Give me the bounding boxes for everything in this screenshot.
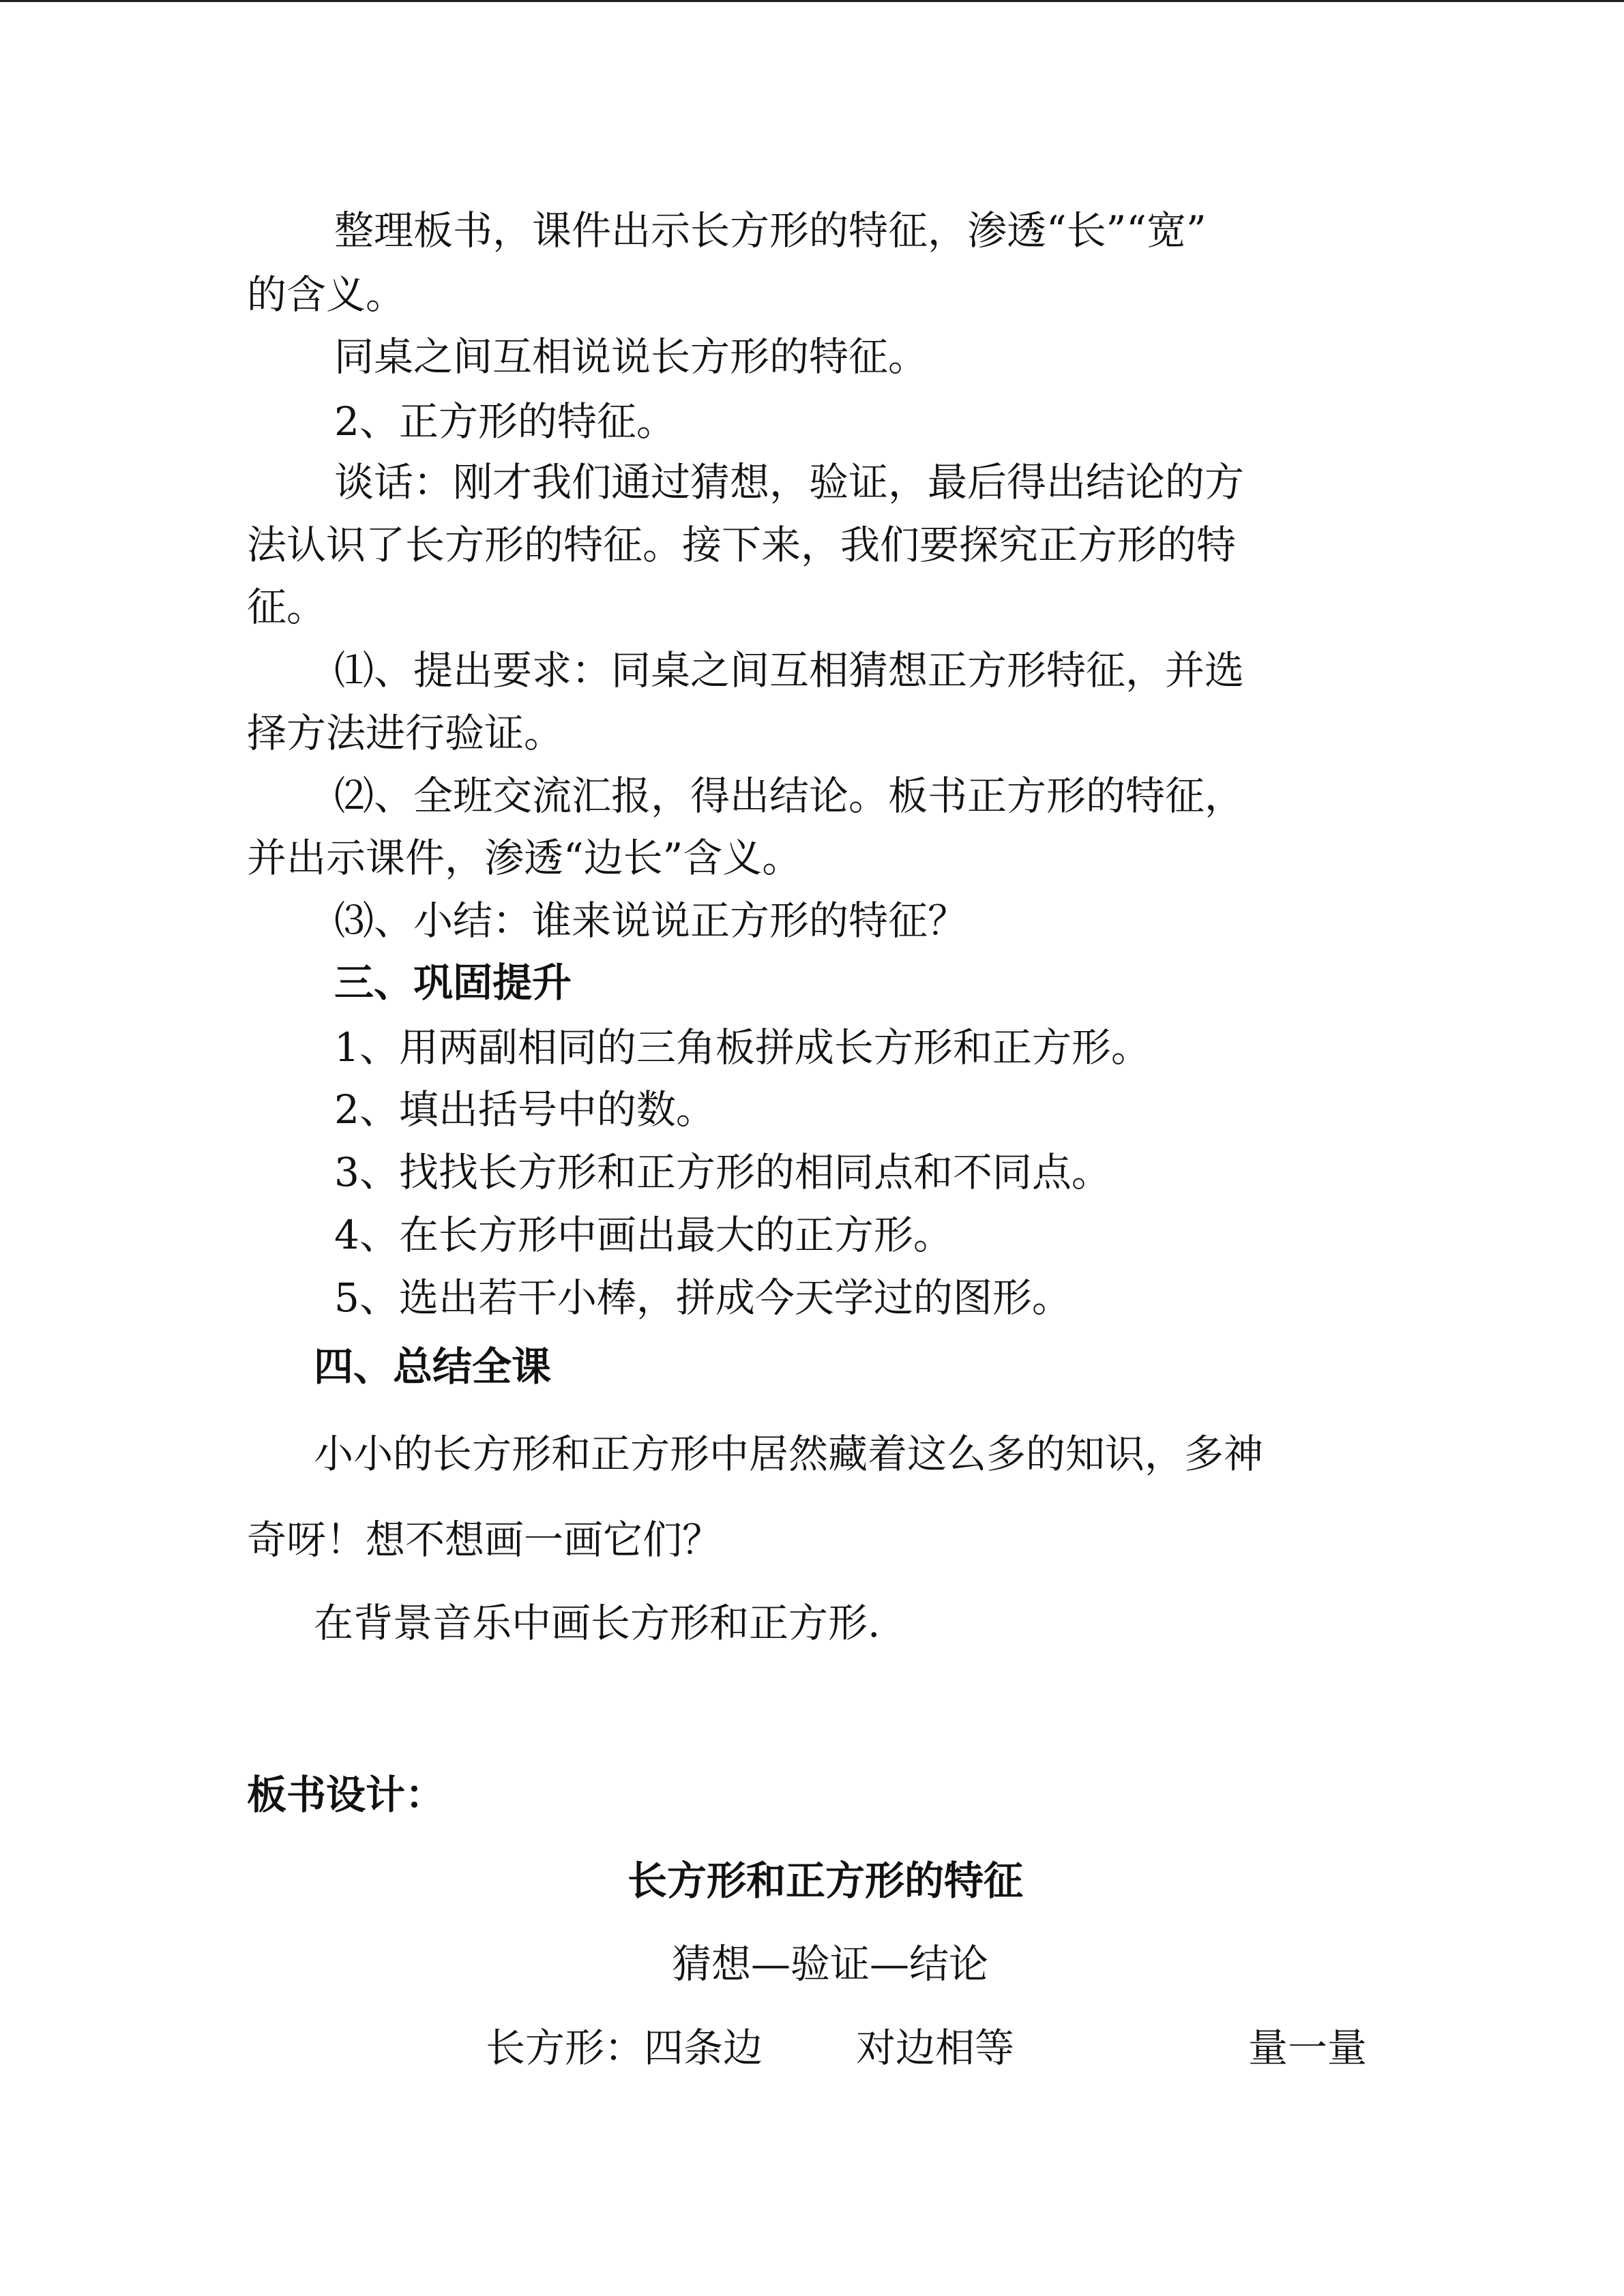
- paragraph-line: 并出示课件，渗透“边长”含义。: [247, 835, 802, 881]
- paragraph-line: ⑶、小结：谁来说说正方形的特征？: [334, 897, 968, 944]
- paragraph-line: 2、正方形的特征。: [334, 398, 676, 445]
- list-item: 1、用两副相同的三角板拼成长方形和正方形。: [334, 1024, 1151, 1071]
- paragraph-line: 择方法进行验证。: [247, 710, 564, 756]
- paragraph-line: 同桌之间互相说说长方形的特征。: [334, 333, 928, 380]
- list-item: 3、找找长方形和正方形的相同点和不同点。: [334, 1149, 1111, 1195]
- list-item: 2、填出括号中的数。: [334, 1086, 715, 1133]
- paragraph-line: 的含义。: [247, 271, 406, 318]
- board-row-feature: 对边相等: [856, 2025, 1015, 2071]
- paragraph-line: ⑵、全班交流汇报，得出结论。板书正方形的特征，: [334, 773, 1245, 819]
- board-row-label: 长方形：四条边: [486, 2025, 763, 2071]
- paragraph-line: 在背景音乐中画长方形和正方形.: [314, 1600, 881, 1646]
- paragraph-line: 整理板书，课件出示长方形的特征，渗透“长”“宽”: [334, 207, 1207, 254]
- section-heading: 四、总结全课: [314, 1343, 552, 1390]
- paragraph-line: 征。: [247, 584, 327, 630]
- board-row-method: 量一量: [1248, 2025, 1368, 2071]
- page-top-border: [0, 0, 1624, 2]
- paragraph-line: ⑴、提出要求：同桌之间互相猜想正方形特征，并选: [334, 647, 1245, 694]
- section-heading: 三、巩固提升: [334, 959, 572, 1006]
- board-subtitle: 猜想—验证—结论: [672, 1941, 989, 1987]
- board-design-label: 板书设计：: [247, 1772, 445, 1818]
- paragraph-line: 谈话：刚才我们通过猜想，验证，最后得出结论的方: [334, 459, 1245, 505]
- list-item: 5、选出若干小棒，拼成今天学过的图形。: [334, 1274, 1072, 1321]
- board-title: 长方形和正方形的特征: [628, 1858, 1024, 1904]
- paragraph-line: 小小的长方形和正方形中居然藏着这么多的知识，多神: [314, 1431, 1264, 1477]
- list-item: 4、在长方形中画出最大的正方形。: [334, 1212, 953, 1258]
- paragraph-line: 奇呀！想不想画一画它们？: [247, 1517, 722, 1563]
- paragraph-line: 法认识了长方形的特征。接下来，我们要探究正方形的特: [247, 522, 1237, 568]
